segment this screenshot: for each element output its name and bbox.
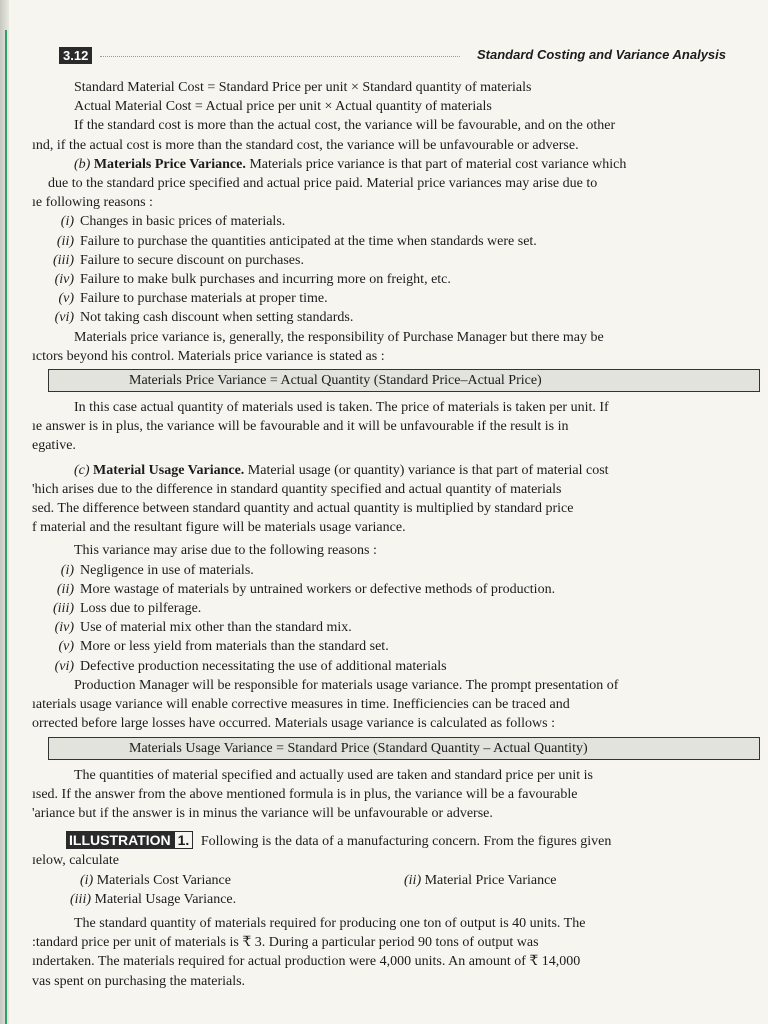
- price-intro-text: Materials price variance is that part of material cost variance which: [249, 156, 627, 172]
- list-item: [40, 561, 730, 580]
- item-text: Loss due to pilferage.: [80, 601, 202, 617]
- item-number: (ii): [56, 581, 74, 597]
- item-text: Failure to secure discount on purchases.: [80, 252, 304, 268]
- illustration-items-row1: [40, 871, 730, 890]
- price-resp-cont: ıctors beyond his control. Materials price variance is stated as :: [32, 348, 385, 364]
- item-text: Material Usage Variance.: [94, 891, 237, 907]
- illustration-p1: The standard quantity of materials required for producing one ton of output is 40 units. The: [74, 915, 586, 931]
- usage-intro-cont3: f material and the resultant figure will be materials usage variance.: [32, 520, 406, 536]
- binding-line: [5, 30, 7, 1024]
- item-number: (ii): [404, 872, 422, 888]
- running-head: Standard Costing and Variance Analysis: [477, 47, 726, 62]
- item-number: (ii): [56, 233, 74, 249]
- usage-reasons-intro: This variance may arise due to the following reasons :: [74, 543, 377, 559]
- item-text: Not taking cash discount when setting standards.: [80, 310, 354, 326]
- list-item: [40, 599, 730, 618]
- price-after: In this case actual quantity of materials used is taken. The price of materials is taken per unit. If: [74, 400, 609, 416]
- item-number: (i): [60, 214, 74, 230]
- item-number: (i): [60, 562, 74, 578]
- usage-after-cont: ısed. If the answer from the above mentioned formula is in plus, the variance will be a favourable: [32, 786, 578, 802]
- list-item: [40, 289, 730, 308]
- usage-intro-text: Material usage (or quantity) variance is that part of material cost: [247, 462, 609, 478]
- item-text: Materials Cost Variance: [96, 872, 231, 888]
- item-number: (v): [58, 291, 74, 307]
- price-heading: Materials Price Variance.: [93, 156, 246, 172]
- price-after-cont2: egative.: [32, 438, 76, 454]
- illustration-p3: ındertaken. The materials required for actual production were 4,000 units. An amount of ₹ 14,000: [32, 954, 581, 970]
- illustration-number: 1.: [174, 831, 194, 849]
- illustration-label: ILLUSTRATION: [66, 831, 174, 849]
- usage-intro-cont: 'hich arises due to the difference in standard quantity specified and actual quantity of materials: [32, 481, 562, 497]
- illustration-p2: :tandard price per unit of materials is ₹ 3. During a particular period 90 tons of output was: [32, 935, 539, 951]
- list-item: [40, 637, 730, 656]
- item-number: (iii): [70, 891, 91, 907]
- page-header: [0, 44, 768, 66]
- illustration-p4: vas spent on purchasing the materials.: [32, 973, 246, 989]
- list-item: [40, 251, 730, 270]
- header-rule: [100, 56, 460, 57]
- illustration-line: [40, 831, 730, 851]
- item-text: Failure to purchase the quantities anticipated at the time when standards were set.: [80, 233, 537, 249]
- price-after-cont: ıe answer is in plus, the variance will be favourable and it will be unfavourable if the result is in: [32, 419, 569, 435]
- item-number: (i): [80, 872, 94, 888]
- item-text: Material Price Variance: [424, 872, 557, 888]
- usage-intro: [40, 461, 730, 480]
- list-item: [40, 308, 730, 327]
- price-intro-cont2: ıe following reasons :: [32, 195, 153, 211]
- item-number: (iv): [54, 272, 74, 288]
- item-number: (v): [58, 639, 74, 655]
- price-variance-formula: Materials Price Variance = Actual Quantity (Standard Price–Actual Price): [48, 369, 760, 392]
- usage-after-cont2: 'ariance but if the answer is in minus the variance will be unfavourable or adverse.: [32, 805, 493, 821]
- list-item: [40, 580, 730, 599]
- item-text: Defective production necessitating the use of additional materials: [80, 658, 447, 674]
- item-text: More or less yield from materials than the standard set.: [80, 639, 389, 655]
- item-text: Negligence in use of materials.: [80, 562, 254, 578]
- std-cost-line: Standard Material Cost = Standard Price per unit × Standard quantity of materials: [74, 80, 532, 95]
- usage-reasons-list: [40, 561, 730, 676]
- usage-marker: (c): [74, 462, 90, 478]
- fav-para: If the standard cost is more than the actual cost, the variance will be favourable, and on the other: [74, 118, 616, 134]
- item-number: (iii): [53, 252, 74, 268]
- usage-resp-cont: ıaterials usage variance will enable corrective measures in time. Inefficiencies can be traced and: [32, 697, 570, 713]
- page-number: 3.12: [59, 47, 92, 64]
- illustration-item: [40, 890, 730, 909]
- illustration-item: [40, 873, 231, 888]
- item-text: Failure to purchase materials at proper time.: [80, 291, 328, 307]
- item-number: (iii): [53, 601, 74, 617]
- item-text: Failure to make bulk purchases and incurring more on freight, etc.: [80, 272, 451, 288]
- price-marker: (b): [74, 156, 91, 172]
- list-item: [40, 212, 730, 231]
- usage-after: The quantities of material specified and actually used are taken and standard price per unit is: [74, 767, 593, 783]
- item-text: More wastage of materials by untrained workers or defective methods of production.: [80, 581, 556, 597]
- price-reasons-list: [40, 212, 730, 327]
- usage-variance-formula: Materials Usage Variance = Standard Price (Standard Quantity – Actual Quantity): [48, 737, 760, 760]
- usage-intro-cont2: sed. The difference between standard quantity and actual quantity is multiplied by standard price: [32, 501, 574, 517]
- price-resp: Materials price variance is, generally, the responsibility of Purchase Manager but there may be: [74, 329, 604, 345]
- act-cost-line: Actual Material Cost = Actual price per unit × Actual quantity of materials: [74, 99, 492, 115]
- usage-resp: Production Manager will be responsible for materials usage variance. The prompt presentation of: [74, 677, 619, 693]
- fav-para-cont: ınd, if the actual cost is more than the standard cost, the variance will be unfavourable or adverse.: [32, 137, 579, 153]
- item-number: (vi): [54, 658, 74, 674]
- list-item: [40, 232, 730, 251]
- item-text: Use of material mix other than the standard mix.: [80, 620, 352, 636]
- list-item: [40, 657, 730, 676]
- list-item: [40, 618, 730, 637]
- item-number: (iv): [54, 620, 74, 636]
- usage-heading: Material Usage Variance.: [93, 462, 245, 478]
- illustration-text-cont: ɪelow, calculate: [32, 853, 119, 869]
- illustration-text: Following is the data of a manufacturing concern. From the figures given: [200, 834, 612, 850]
- list-item: [40, 270, 730, 289]
- usage-resp-cont2: orrected before large losses have occurred. Materials usage variance is calculated as follows :: [32, 716, 555, 732]
- item-number: (vi): [54, 310, 74, 326]
- price-intro: [40, 155, 730, 174]
- page-body: [32, 78, 730, 991]
- price-intro-cont: due to the standard price specified and actual price paid. Material price variances may arise due to: [48, 176, 598, 192]
- item-text: Changes in basic prices of materials.: [80, 214, 286, 230]
- illustration-item: [404, 871, 557, 890]
